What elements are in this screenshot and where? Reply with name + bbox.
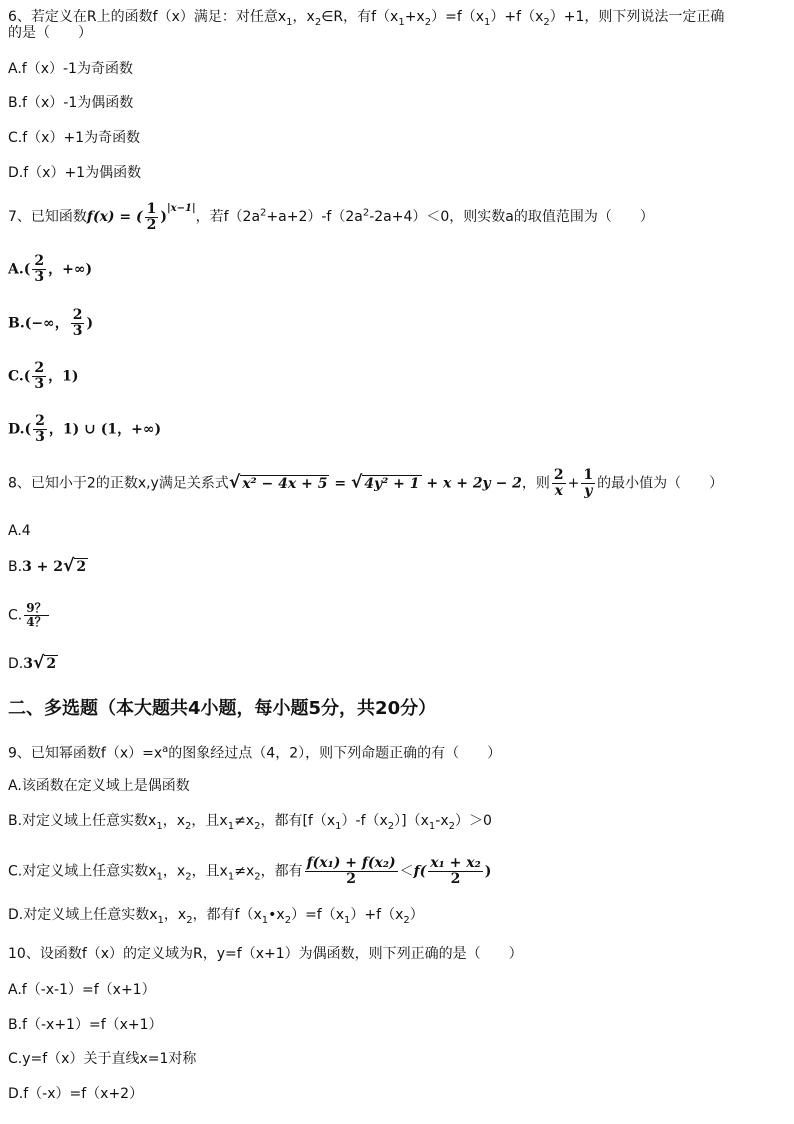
q7-option-b: B.(−∞， $\frac{2}{3}$ ) [8, 307, 94, 339]
q10-option-b: B.f（-x+1）=f（x+1） [8, 1017, 163, 1033]
q6-option-d: D.f（x）+1为偶函数 [8, 165, 142, 181]
q7-option-c: C.( $\frac{2}{3}$ ，1) [8, 360, 79, 392]
q9-stem: 9、已知幂函数$f(x)=x^a$的图象经过点（4，2），则下列命题正确的有（ ） [8, 744, 502, 762]
section-heading: 二、多选题（本大题共4小题，每小题5分，共20分） [8, 698, 437, 719]
q9-option-d: D.对定义域上任意实数$x_1$，$x_2$，都有$f(x_1•x_2)=f(x_1)+f(x_2)$ [8, 907, 424, 926]
q7-stem: 7、已知函数f(x) = ( $\frac{1}{2}$ )$^{|x-1|}$，若$f(2a^2+a+2)-f(2a^2-2a+4)<0$，则实数a的取值范围为（ ） [8, 200, 654, 233]
q8-option-d: D.3√ 2 [8, 653, 57, 673]
q7-option-d: D.( $\frac{2}{3}$ ，1) ∪ (1，+∞) [8, 413, 162, 445]
q9-option-a: A.该函数在定义域上是偶函数 [8, 778, 190, 794]
q10-option-c: C.y=f（x）关于直线x=1对称 [8, 1051, 197, 1067]
q8-stem: 8、已知小于2的正数x,y满足关系式√ x² − 4x + 5 = √ 4y² + 1 + x + 2y − 2，则 $\frac{2}{x}$ + $\frac{1}{y}$ 的最小值为（ ） [8, 467, 724, 499]
q8-option-c: C. $\frac{9?}{4?}$ [8, 601, 47, 629]
q6-stem-line2: 的是（ ） [8, 25, 92, 41]
q10-stem: 10、设函数f（x）的定义域为R，y=f（x+1）为偶函数，则下列正确的是（ ） [8, 946, 523, 962]
q6-stem: 6、若定义在R上的函数f（x）满足：对任意$x_1$，$x_2\in R$，有$f(x_1+x_2)=f(x_1)+f(x_2)+1$，则下列说法一定正确 [8, 9, 725, 28]
q7-option-a: A.( $\frac{2}{3}$ ，+∞) [8, 253, 93, 285]
q10-option-d: D.f（-x）=f（x+2） [8, 1086, 144, 1102]
q6-option-c: C.f（x）+1为奇函数 [8, 130, 141, 146]
q9-option-b: B.对定义域上任意实数$x_1$，$x_2$，且$x_1\ne x_2$，都有$[f(x_1)-f(x_2)](x_1-x_2)>0$ [8, 813, 492, 832]
q6-option-a: A.f（x）-1为奇函数 [8, 61, 133, 77]
q8-option-b: B.3 + 2√ 2 [8, 556, 87, 576]
q10-option-a: A.f（-x-1）=f（x+1） [8, 982, 156, 998]
q8-option-a: A.4 [8, 523, 31, 539]
q9-option-c: C.对定义域上任意实数$x_1$，$x_2$，且$x_1\ne x_2$，都有 $\frac{\text{f(x₁) + f(x₂)}}{2}$ ＜f( $\frac{\text{x₁ + x₂}}{2}$ ) [8, 855, 492, 887]
q6-option-b: B.f（x）-1为偶函数 [8, 95, 134, 111]
